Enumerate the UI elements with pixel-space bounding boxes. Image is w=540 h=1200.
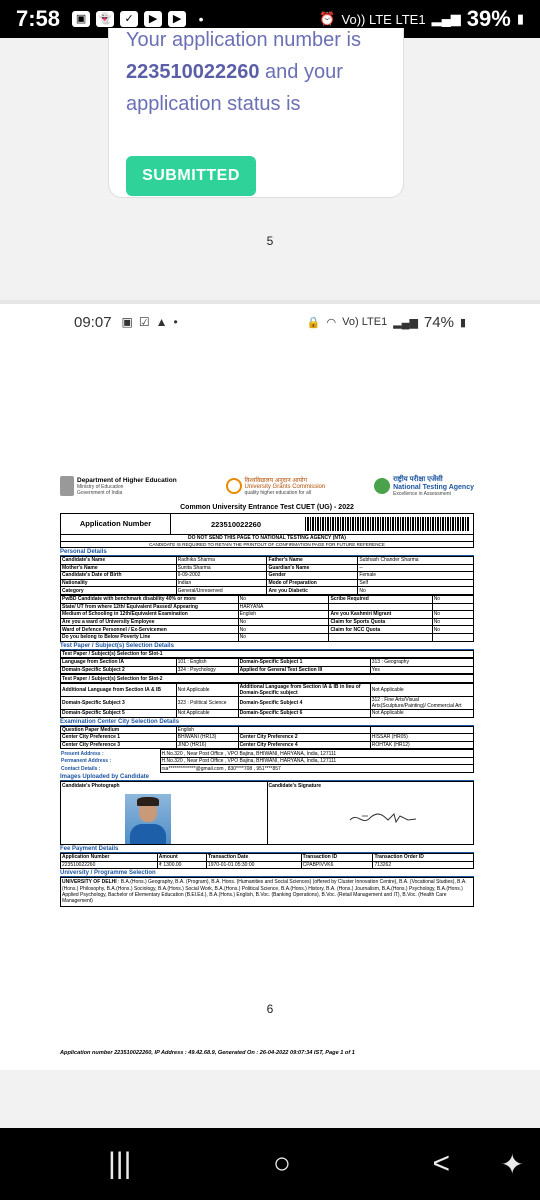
- fee-value: ₹ 1300.00: [157, 861, 206, 869]
- line-3: application status is: [126, 93, 301, 115]
- nta-name: National Testing Agency: [393, 484, 474, 491]
- recents-button[interactable]: |||: [108, 1147, 132, 1180]
- field-value: Subhash Chander Sharma: [358, 557, 474, 565]
- field-value: BHIWANI (HR13): [176, 734, 238, 742]
- field-label: Are you a ward of University Employee: [61, 618, 239, 626]
- field-label: Additional Language from Section IA & IB: [61, 683, 177, 696]
- dot-icon-2: •: [173, 315, 178, 329]
- battery-icon: ▮: [516, 11, 524, 26]
- programme-list: : B.A.(Hons.) Geography, B.A. (Program), B.A. Hons. (Humanities and Social Sciences) (offered by Cluster Innovation Centre), B.A. (Vocational Studies), B.A.(Hons.) Philosophy, B.A.(Hons.) Sociology, B.A.(Hons.) Social Work, B.A.(Hons.) Political Science, B.A.(Hons.) History, B.A. (Hons.) Journalism, B.A.(Hons.) Psychology, B.A.(Hons.) Applied Psychology, Bachelor of Elementary Education (B.El.Ed.), B.A.(Hons.) English, B.Voc. (Banking Operations), B.Voc. (Retail Management and IT), B.Voc. (Health Care Management): [62, 879, 467, 905]
- field-label: [238, 726, 370, 734]
- line-2-text: and your: [265, 61, 343, 83]
- slot1-label: Test Paper / Subject(s) Selection for Slot-1: [61, 650, 474, 658]
- app-number-label: Application Number: [61, 514, 171, 534]
- network-label: Vo)) LTE LTE1: [341, 11, 426, 27]
- field-label: Question Paper Medium: [61, 726, 177, 734]
- field-label: PwBD Candidate with benchmark disability 40% or more: [61, 595, 239, 603]
- field-value: Indian: [176, 579, 267, 587]
- university-name: UNIVERSITY OF DELHI: [62, 879, 117, 886]
- table-row: [61, 611, 474, 619]
- field-value: Radhika Sharma: [176, 557, 267, 565]
- field-value: No: [432, 626, 473, 634]
- table-row: [61, 633, 474, 641]
- fee-value: 223510022260: [61, 861, 158, 869]
- document-header: [60, 470, 474, 502]
- wifi-icon: ◠: [326, 316, 337, 329]
- field-label: Gender: [267, 572, 358, 580]
- field-value: HISSAR (HR05): [370, 734, 473, 742]
- home-button[interactable]: ○: [272, 1147, 291, 1180]
- snapchat-icon: 👻: [96, 11, 114, 27]
- application-number: 223510022260: [126, 61, 260, 83]
- ministry-block: [60, 476, 177, 496]
- field-value: Self: [358, 579, 474, 587]
- field-label: Applied for General Test Section III: [238, 666, 370, 674]
- app-number-value: 223510022260: [210, 519, 262, 529]
- table-row: [61, 741, 474, 749]
- table-row: [61, 595, 474, 603]
- gallery-icon-2: ▣: [121, 315, 133, 329]
- emblem-icon: [60, 476, 74, 496]
- field-value: --: [358, 564, 474, 572]
- clock-2: 09:07: [74, 313, 112, 331]
- field-value: 323 : Political Science: [176, 696, 238, 709]
- section-personal: Personal Details: [60, 549, 474, 556]
- table-row: [61, 579, 474, 587]
- fee-value: CPABPIVVK6: [301, 861, 373, 869]
- field-value: 313 : Geography: [370, 659, 473, 667]
- battery-icon-2: ▮: [459, 316, 466, 329]
- present-label: Present Address :: [61, 750, 104, 757]
- slot2-table: [60, 674, 474, 683]
- network-label-2: Vo) LTE1: [342, 316, 388, 328]
- table-row: [61, 587, 474, 595]
- field-value: JIND (HR16): [176, 741, 238, 749]
- photo-cell: [61, 782, 268, 844]
- accessibility-icon[interactable]: ✦: [500, 1149, 524, 1180]
- field-label: Candidate's Name: [61, 557, 177, 565]
- field-value: No: [238, 618, 329, 626]
- photo-hair: [137, 797, 159, 806]
- fee-header: Transaction Date: [206, 854, 301, 862]
- back-button[interactable]: <: [432, 1147, 450, 1180]
- table-row: [61, 696, 474, 709]
- page-number-6: 6: [266, 1002, 274, 1016]
- field-value: 101 : English: [176, 659, 238, 667]
- candidate-photo: [125, 794, 171, 844]
- field-value: Female: [358, 572, 474, 580]
- field-label: Center City Preference 4: [238, 741, 370, 749]
- warning-icon: ▲: [155, 315, 168, 329]
- field-value: Sunita Sharma: [176, 564, 267, 572]
- status-right-2: [307, 314, 466, 331]
- section-test-paper: Test Paper / Subject(s) Selection Details: [60, 643, 474, 650]
- section-images: Images Uploaded by Candidate: [60, 774, 474, 781]
- field-label: Domain-Specific Subject 5: [61, 709, 177, 717]
- document-title: Common University Entrance Test CUET (UG) - 2022: [180, 504, 354, 511]
- table-row: [60, 765, 474, 773]
- fee-value-row: [61, 861, 474, 869]
- field-value: [370, 726, 473, 734]
- youtube-icon: ▶: [144, 11, 162, 27]
- checkbox-icon-2: ☑: [138, 315, 150, 329]
- field-label: Domain-Specific Subject 6: [238, 709, 370, 717]
- photo-shirt: [130, 824, 166, 844]
- section-center: Examination Center City Selection Details: [60, 719, 474, 726]
- field-label: Claim for Sports Quota: [329, 618, 432, 626]
- fee-header: Transaction ID: [301, 854, 373, 862]
- navigation-bar: [0, 1128, 540, 1200]
- status-bar-bottom: [0, 304, 540, 340]
- field-value: 312 : Fine Arts/Visual Arts(Sculpture/Painting)/ Commercial Art: [370, 696, 473, 709]
- field-value: No: [432, 611, 473, 619]
- youtube-icon-2: ▶: [168, 11, 186, 27]
- field-value: HARYANA: [238, 603, 329, 611]
- ugc-tagline: quality higher education for all: [244, 490, 311, 496]
- table-row: [61, 618, 474, 626]
- fee-header: Amount: [157, 854, 206, 862]
- signal-icon: ▂▄▆: [431, 11, 461, 26]
- nta-hindi: राष्ट्रीय परीक्षा एजेंसी: [393, 476, 443, 483]
- confirmation-page: [60, 470, 474, 940]
- images-box: [60, 781, 474, 845]
- candidate-signature: [348, 808, 418, 828]
- fee-header: Transaction Order ID: [373, 854, 474, 862]
- nta-block: [374, 475, 474, 497]
- table-row: [60, 757, 474, 765]
- field-value: English: [238, 611, 329, 619]
- field-label: [329, 633, 432, 641]
- field-label: Father's Name: [267, 557, 358, 565]
- contact-label: Contact Details :: [61, 765, 101, 772]
- university-selection: [60, 877, 474, 907]
- field-label: Scribe Required: [329, 595, 432, 603]
- address-table: [60, 749, 474, 773]
- table-row: [61, 709, 474, 717]
- field-label: Claim for NCC Quota: [329, 626, 432, 634]
- ugc-hindi: विश्वविद्यालय अनुदान आयोग: [244, 478, 307, 484]
- field-label: Domain-Specific Subject 1: [238, 659, 370, 667]
- table-row: [61, 650, 474, 658]
- fee-value: 713262: [373, 861, 474, 869]
- slot2-rows: [60, 683, 474, 718]
- table-row: [61, 557, 474, 565]
- field-label: Center City Preference 3: [61, 741, 177, 749]
- table-row: [61, 675, 474, 683]
- slot2-label: Test Paper / Subject(s) Selection for Slot-2: [61, 675, 474, 683]
- field-label: [329, 603, 432, 611]
- field-value: [432, 633, 473, 641]
- field-label: Nationality: [61, 579, 177, 587]
- field-value: Not Applicable: [370, 709, 473, 717]
- field-label: Ward of Defence Personnel / Ex-Servicemen: [61, 626, 239, 634]
- field-value: No: [358, 587, 474, 595]
- permanent-label: Permanent Address :: [61, 758, 112, 765]
- contact-details: rsa**************@gmail.com , 830****708 , 951****857: [160, 765, 474, 773]
- field-label: Medium of Schooling in 12th/Equivalent Examination: [61, 611, 239, 619]
- slot1-table: [60, 650, 474, 659]
- signature-label: Candidate's Signature: [268, 783, 322, 790]
- signature-cell: [268, 782, 474, 844]
- ugc-name: University Grants Commission: [244, 484, 326, 490]
- section-university: University / Programme Selection: [60, 870, 474, 877]
- notification-icons-2: [122, 315, 178, 329]
- clock: 7:58: [16, 6, 61, 31]
- field-label: Domain-Specific Subject 2: [61, 666, 177, 674]
- photo-label: Candidate's Photograph: [62, 783, 120, 790]
- fee-header-row: [61, 854, 474, 862]
- dept-name: Department of Higher Education: [77, 476, 177, 484]
- page-number-5: 5: [266, 234, 274, 248]
- field-value: Not Applicable: [176, 709, 238, 717]
- field-value: No: [432, 595, 473, 603]
- field-value: ROHTAK (HR12): [370, 741, 473, 749]
- field-value: No: [238, 633, 329, 641]
- table-row: [61, 726, 474, 734]
- personal-table-2: [60, 595, 474, 642]
- field-label: Center City Preference 1: [61, 734, 177, 742]
- field-label: Mode of Preparation: [267, 579, 358, 587]
- permanent-address: H.No.320 , Near Post Office , VPO Bajina, BHIWANI, HARYANA, India, 127111: [160, 757, 474, 765]
- table-row: [61, 564, 474, 572]
- generated-footer: Application number 223510022260, IP Address : 49.42.68.9, Generated On : 26-04-2022 09:07:34 IST, Page 1 of 1: [60, 1050, 355, 1056]
- battery-level: 39%: [466, 6, 511, 31]
- field-label: Guardian's Name: [267, 564, 358, 572]
- dot-icon: •: [198, 11, 204, 27]
- present-address: H.No.320 , Near Post Office , VPO Bajina, BHIWANI, HARYANA, India, 127111: [160, 750, 474, 758]
- table-row: [60, 750, 474, 758]
- notice-do-not-send: DO NOT SEND THIS PAGE TO NATIONAL TESTING AGENCY (NTA): [60, 535, 474, 542]
- field-value: English: [176, 726, 238, 734]
- field-value: No: [432, 618, 473, 626]
- field-label: Do you belong to Below Poverty Line: [61, 633, 239, 641]
- field-value: General/Unreserved: [176, 587, 267, 595]
- personal-table: [60, 556, 474, 595]
- nta-tagline: Excellence in Assessment: [393, 491, 451, 497]
- application-number-box: [60, 513, 474, 535]
- section-fee: Fee Payment Details: [60, 846, 474, 853]
- field-label: Center City Preference 2: [238, 734, 370, 742]
- field-value: Not Applicable: [370, 683, 473, 696]
- table-row: [61, 666, 474, 674]
- battery-level-2: 74%: [423, 313, 454, 331]
- ugc-logo-icon: [226, 478, 242, 494]
- table-row: [61, 683, 474, 696]
- ministry-name: Ministry of Education: [77, 483, 124, 490]
- line-1: Your application number is: [126, 29, 361, 51]
- slot1-rows: [60, 658, 474, 674]
- field-label: Additional Language from Section IA & IB in lieu of Domain-Specific subject: [238, 683, 370, 696]
- alarm-icon: ⏰: [319, 11, 336, 26]
- field-value: No: [238, 626, 329, 634]
- field-value: Not Applicable: [176, 683, 238, 696]
- lock-icon: 🔒: [306, 316, 321, 329]
- table-row: [61, 572, 474, 580]
- table-row: [61, 603, 474, 611]
- notice-retain: CANDIDATE IS REQUIRED TO RETAIN THE PRINTOUT OF CONFIRMATION PAGE FOR FUTURE REFERENCE: [60, 542, 474, 548]
- field-label: Candidate's Date of Birth: [61, 572, 177, 580]
- table-row: [61, 659, 474, 667]
- table-row: [61, 734, 474, 742]
- field-value: Yes: [370, 666, 473, 674]
- fee-table: [60, 853, 474, 869]
- field-value: 324 : Psychology: [176, 666, 238, 674]
- table-row: [61, 626, 474, 634]
- field-value: No: [238, 595, 329, 603]
- fee-value: 1970-01-01 05:30:00: [206, 861, 301, 869]
- field-label: Are you Kashmiri Migrant: [329, 611, 432, 619]
- field-value: [432, 603, 473, 611]
- field-label: State/ UT from where 12th/ Equivalent Passed/ Appearing: [61, 603, 239, 611]
- field-label: Are you Diabetic: [267, 587, 358, 595]
- gallery-icon: ▣: [72, 11, 90, 27]
- line-2: [126, 56, 386, 88]
- field-label: Mother's Name: [61, 564, 177, 572]
- field-label: Category: [61, 587, 177, 595]
- fee-header: Application Number: [61, 854, 158, 862]
- center-table: [60, 726, 474, 750]
- field-value: 9-09-2002: [176, 572, 267, 580]
- govt-name: Government of India: [77, 489, 123, 496]
- field-label: Language from Section IA: [61, 659, 177, 667]
- field-label: Domain-Specific Subject 4: [238, 696, 370, 709]
- checkbox-icon: ✓: [120, 11, 138, 27]
- page-5: [0, 29, 540, 300]
- field-label: Domain-Specific Subject 3: [61, 696, 177, 709]
- ugc-block: [226, 476, 326, 496]
- application-status-text: [126, 29, 386, 120]
- nta-logo-icon: [374, 478, 390, 494]
- submitted-badge: SUBMITTED: [126, 156, 256, 196]
- barcode: [305, 517, 469, 531]
- signal-icon-2: ▂▄▆: [393, 316, 418, 329]
